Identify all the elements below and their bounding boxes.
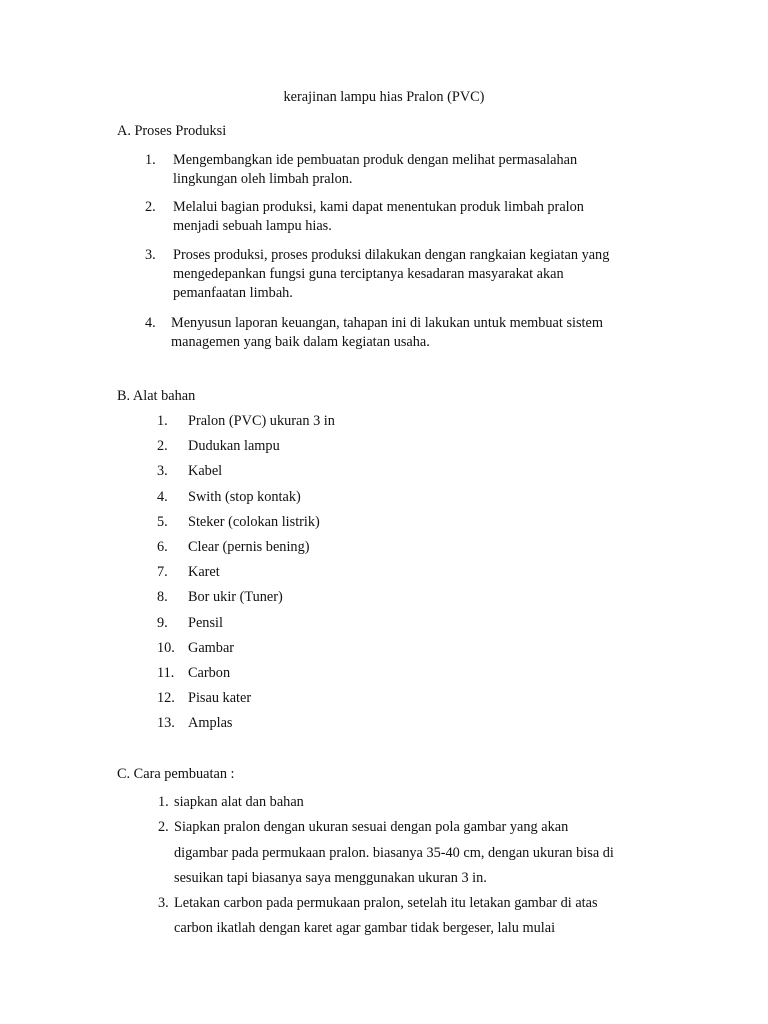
list-line: carbon ikatlah dengan karet agar gambar tidak bergeser, lalu mulai — [174, 920, 556, 937]
section-a-item-4 — [145, 314, 665, 352]
list-text: Pensil — [188, 614, 223, 631]
list-text: Carbon — [188, 664, 231, 681]
list-item — [157, 462, 335, 487]
document-title: kerajinan lampu hias Pralon (PVC) — [283, 89, 485, 105]
list-number: 10. — [157, 639, 175, 656]
list-item — [157, 614, 335, 639]
list-number: 3. — [145, 247, 156, 263]
list-text: Kabel — [188, 463, 223, 480]
list-number: 11. — [157, 664, 175, 681]
list-line: menjadi sebuah lampu hias. — [173, 218, 332, 234]
list-line: lingkungan oleh limbah pralon. — [173, 171, 353, 187]
list-text: Pisau kater — [188, 690, 252, 707]
list-item — [157, 714, 335, 739]
list-number: 1. — [157, 413, 168, 429]
list-number: 4. — [145, 315, 156, 331]
list-line: siapkan alat dan bahan — [174, 794, 304, 810]
list-line: digambar pada permukaan pralon. biasanya 35-40 cm, dengan ukuran bisa di — [174, 844, 614, 861]
list-item — [157, 538, 335, 563]
list-line: sesuikan tapi biasanya saya menggunakan ukuran 3 in. — [174, 869, 487, 886]
list-item — [157, 664, 335, 689]
section-a-item-1 — [145, 151, 665, 189]
list-item — [157, 588, 335, 613]
section-a-heading: A. Proses Produksi — [117, 123, 227, 139]
list-line: Letakan carbon pada permukaan pralon, setelah itu letakan gambar di atas — [174, 895, 598, 912]
list-number: 2. — [157, 438, 168, 455]
list-number: 2. — [145, 199, 156, 215]
list-number: 8. — [157, 589, 168, 606]
list-line: pemanfaatan limbah. — [173, 285, 293, 301]
list-number: 6. — [157, 538, 168, 555]
section-b-heading: B. Alat bahan — [117, 388, 196, 404]
list-number: 9. — [157, 614, 168, 631]
list-item — [157, 639, 335, 664]
list-line: Melalui bagian produksi, kami dapat menentukan produk limbah pralon — [173, 199, 584, 215]
list-number: 3. — [158, 895, 169, 912]
list-item — [157, 513, 335, 538]
list-number: 1. — [145, 152, 156, 168]
list-text: Karet — [188, 564, 220, 581]
list-text: Swith (stop kontak) — [188, 488, 301, 505]
list-line: Menyusun laporan keuangan, tahapan ini di lakukan untuk membuat sistem — [171, 315, 603, 331]
section-a-item-2 — [145, 198, 665, 236]
list-line: managemen yang baik dalam kegiatan usaha. — [171, 334, 430, 350]
section-c-list — [158, 790, 668, 942]
list-item — [158, 790, 668, 815]
list-item — [157, 488, 335, 513]
list-number: 2. — [158, 819, 169, 836]
list-number: 4. — [157, 488, 168, 505]
list-number: 5. — [157, 513, 168, 530]
list-item — [157, 563, 335, 588]
list-text: Bor ukir (Tuner) — [188, 589, 283, 606]
list-line: mengedepankan fungsi guna terciptanya kesadaran masyarakat akan — [173, 266, 564, 282]
list-text: Amplas — [188, 715, 233, 732]
list-number: 7. — [157, 564, 168, 581]
list-line: Mengembangkan ide pembuatan produk dengan melihat permasalahan — [173, 152, 578, 168]
list-number: 1. — [158, 794, 169, 810]
list-item — [158, 891, 668, 942]
list-item — [157, 412, 335, 437]
section-b-list — [157, 412, 335, 739]
list-line: Proses produksi, proses produksi dilakukan dengan rangkaian kegiatan yang — [173, 247, 610, 263]
list-text: Dudukan lampu — [188, 438, 280, 455]
list-item — [157, 689, 335, 714]
list-number: 13. — [157, 715, 175, 732]
list-number: 3. — [157, 463, 168, 480]
list-line: Siapkan pralon dengan ukuran sesuai dengan pola gambar yang akan — [174, 819, 569, 836]
list-number: 12. — [157, 690, 175, 707]
section-a-item-3 — [145, 246, 665, 303]
list-item — [157, 437, 335, 462]
list-text: Steker (colokan listrik) — [188, 513, 320, 530]
list-text: Clear (pernis bening) — [188, 538, 310, 555]
list-text: Gambar — [188, 639, 235, 656]
list-item — [158, 815, 668, 891]
list-text: Pralon (PVC) ukuran 3 in — [188, 413, 335, 429]
section-c-heading: C. Cara pembuatan : — [117, 766, 235, 782]
